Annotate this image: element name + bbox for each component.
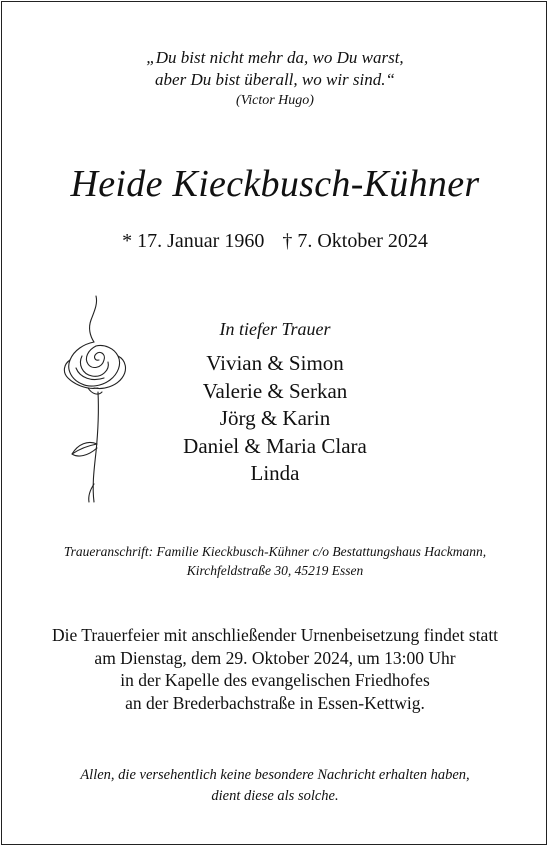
mourner-name: Valerie & Serkan	[202, 378, 348, 403]
mourner-name: Vivian & Simon	[206, 351, 344, 375]
mourning-intro: In tiefer Trauer	[219, 319, 331, 339]
mourning-address	[0, 542, 550, 580]
closing-line-2: dient diese als solche.	[211, 788, 339, 804]
quote-author: (Victor Hugo)	[236, 93, 314, 108]
mourner-name: Linda	[250, 461, 300, 485]
mourners-block	[0, 316, 550, 488]
quote-line-2: aber Du bist überall, wo wir sind.“	[155, 70, 395, 89]
closing-line-1: Allen, die versehentlich keine besondere Nachricht erhalten haben,	[80, 767, 470, 783]
mourner-name: Daniel & Maria Clara	[183, 433, 367, 458]
mourner-name: Jörg & Karin	[219, 406, 331, 430]
deceased-name: Heide Kieckbusch-Kühner	[70, 163, 480, 205]
birth-date: * 17. Januar 1960	[122, 230, 265, 252]
life-dates	[0, 227, 550, 255]
death-date: † 7. Oktober 2024	[282, 230, 428, 252]
address-line-2: Kirchfeldstraße 30, 45219 Essen	[186, 563, 364, 578]
quote-line-1: „Du bist nicht mehr da, wo Du warst,	[146, 48, 404, 67]
closing-note	[0, 765, 550, 807]
service-line-1: Die Trauerfeier mit anschließender Urnenbeisetzung findet statt	[51, 625, 499, 645]
service-line-2: am Dienstag, dem 29. Oktober 2024, um 13:00 Uhr	[94, 647, 456, 668]
quote-block	[0, 47, 550, 111]
funeral-service-info	[0, 624, 550, 714]
address-line-1: Traueranschrift: Familie Kieckbusch-Kühner c/o Bestattungshaus Hackmann,	[63, 544, 487, 559]
service-line-3: in der Kapelle des evangelischen Friedhofes	[120, 670, 430, 690]
service-line-4: an der Brederbachstraße in Essen-Kettwig.	[125, 692, 425, 713]
